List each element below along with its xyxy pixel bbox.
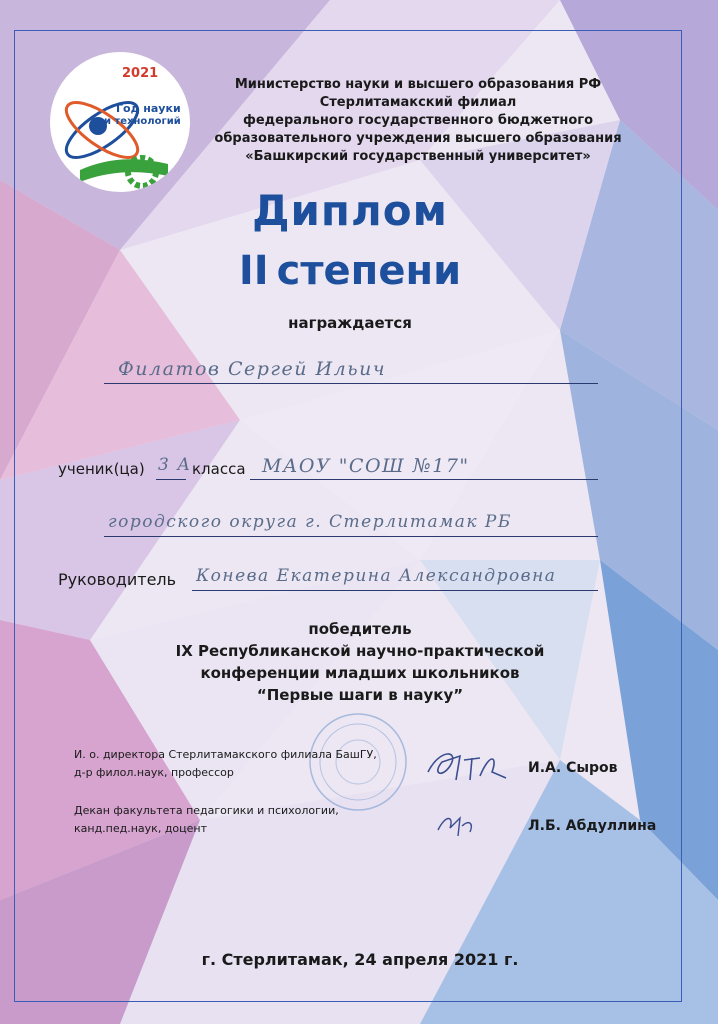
award-line: конференции младших школьников — [200, 664, 520, 682]
signature-abdullina-icon — [432, 806, 482, 842]
school-value: МАОУ "СОШ №17" — [262, 455, 470, 477]
student-label: ученик(ца) — [58, 460, 145, 478]
signatory-title-line: канд.пед.наук, доцент — [74, 822, 208, 835]
header-line: «Башкирский государственный университет» — [245, 149, 591, 164]
signatory-title-2 — [74, 802, 339, 838]
awarded-label: награждается — [288, 314, 412, 332]
school-underline — [250, 479, 598, 480]
award-line: “Первые шаги в науку” — [256, 686, 464, 704]
header-line: Стерлитамакский филиал — [319, 95, 517, 110]
supervisor-value: Конева Екатерина Александровна — [196, 566, 557, 586]
grade-underline — [156, 479, 186, 480]
header-line: федерального государственного бюджетного — [242, 113, 594, 128]
award-text — [120, 618, 600, 706]
award-line: победитель — [308, 620, 412, 638]
district-underline — [104, 536, 598, 537]
supervisor-label: Руководитель — [58, 570, 177, 589]
signature-syrov-icon — [420, 742, 512, 788]
diploma-title: Диплом — [252, 186, 448, 235]
header-line: Министерство науки и высшего образования РФ — [234, 77, 602, 92]
logo-year: 2021 — [122, 66, 159, 81]
class-label: класса — [192, 460, 246, 478]
logo-line-1: Год науки — [116, 102, 181, 115]
signatory-name-2: Л.Б. Абдуллина — [528, 818, 657, 834]
signatory-title-line: Декан факультета педагогики и психологии, — [74, 804, 339, 817]
signatory-name-1: И.А. Сыров — [528, 760, 618, 776]
institution-header — [198, 76, 638, 166]
degree-roman: II — [238, 248, 269, 294]
header-line: образовательного учреждения высшего образования — [214, 131, 622, 146]
diploma-degree — [170, 248, 530, 294]
year-of-science-logo — [50, 52, 190, 192]
district-value: городского округа г. Стерлитамак РБ — [108, 512, 512, 532]
name-underline — [104, 383, 598, 384]
logo-line-2: и технологий — [104, 116, 181, 127]
degree-word: степени — [276, 248, 462, 294]
grade-value: 3 А — [158, 455, 192, 475]
recipient-name: Филатов Сергей Ильич — [118, 358, 387, 380]
signatory-title-line: д-р филол.наук, профессор — [74, 766, 234, 779]
supervisor-underline — [192, 590, 598, 591]
award-line: IX Республиканской научно-практической — [175, 642, 545, 660]
signatory-title-line: И. о. директора Стерлитамакского филиала БашГУ, — [74, 748, 377, 761]
signatory-title-1 — [74, 746, 377, 782]
place-and-date: г. Стерлитамак, 24 апреля 2021 г. — [201, 950, 519, 969]
